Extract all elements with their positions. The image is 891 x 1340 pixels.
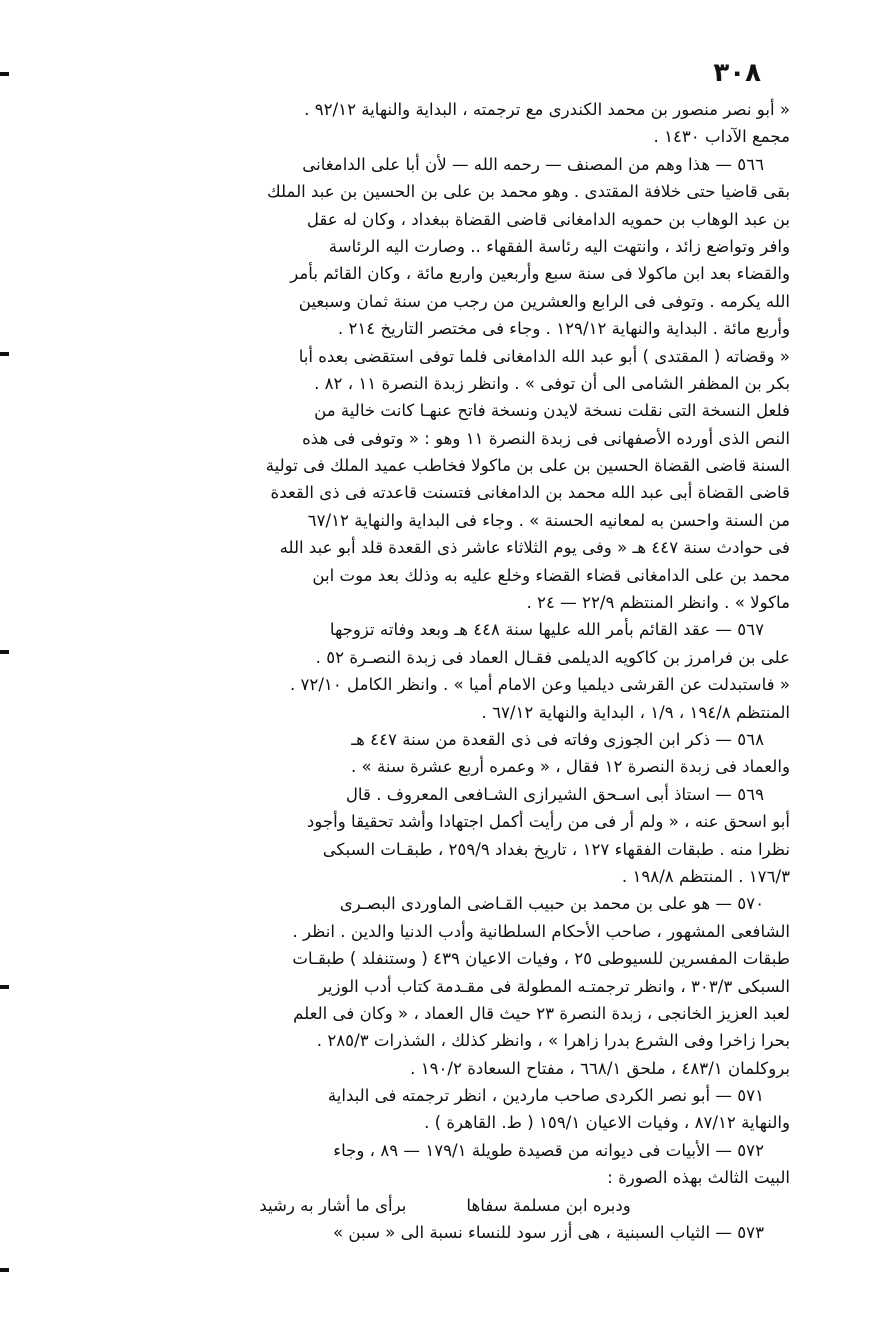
text-line: بروكلمان ٤٨٣/١ ، ملحق ٦٦٨/١ ، مفتاح السعادة ١٩٠/٢ .	[410, 1058, 790, 1078]
text-line: الله يكرمه . وتوفى فى الرابع والعشرين من رجب من سنة ثمان وسبعين	[298, 291, 790, 311]
margin-mark	[0, 1268, 9, 1272]
text-line: والقضاء بعد ابن ماكولا فى سنة سبع وأربعين واربع مائة ، وكان القائم بأمر	[290, 264, 790, 284]
text-line: على بن فرامرز بن كاكويه الديلمى فقـال العماد فى زبدة النصـرة ٥٢ .	[315, 647, 790, 667]
text-line: ماكولا » . وانظر المنتظم ٢٢/٩ — ٢٤ .	[526, 593, 790, 613]
note-566-start: ٥٦٦ — هذا وهم من المصنف — رحمه الله — لأن أبا على الدامغانى	[302, 154, 764, 174]
footnotes-text	[100, 96, 790, 1246]
page-number: ٣٠٨	[713, 58, 761, 88]
text-line: من السنة واحسن به لمعانيه الحسنة » . وجاء فى البداية والنهاية ٦٧/١٢	[307, 510, 790, 530]
text-line: الشافعى المشهور ، صاحب الأحكام السلطانية وأدب الدنيا والدين . انظر .	[292, 921, 790, 941]
margin-mark	[0, 352, 9, 356]
text-line: بكر بن المظفر الشامى الى أن توفى » . وانظر زبدة النصرة ١١ ، ٨٢ .	[314, 373, 790, 393]
text-line: أبو اسحق عنه ، « ولم أر فى من رأيت أكمل اجتهادا وأشد تحقيقا وأجود	[306, 812, 790, 832]
text-line: طبقات المفسرين للسيوطى ٢٥ ، وفيات الاعيان ٤٣٩ ( وستنفلد ) طبقـات	[292, 949, 790, 969]
note-572-start: ٥٧٢ — الأبيات فى ديوانه من قصيدة طويلة ١٧٩/١ — ٨٩ ، وجاء	[333, 1140, 764, 1160]
note-569-start: ٥٦٩ — استاذ أبى اسـحق الشيرازى الشـافعى المعروف . قال	[345, 784, 764, 804]
verse-line	[100, 1192, 790, 1219]
text-line: المنتظم ١٩٤/٨ ، ١/٩ ، البداية والنهاية ٦٧/١٢ .	[481, 702, 790, 722]
note-570-start: ٥٧٠ — هو على بن محمد بن حبيب القـاضى الماوردى البصـرى	[339, 894, 764, 914]
text-line: والنهاية ٨٧/١٢ ، وفيات الاعيان ١٥٩/١ ( ط. القاهرة ) .	[424, 1113, 790, 1133]
text-line: مجمع الآداب ١٤٣٠ .	[653, 127, 790, 147]
text-line: « وقضاته ( المقتدى ) أبو عبد الله الدامغانى فلما توفى استقضى بعده أبا	[298, 346, 790, 366]
text-line: بن عبد الوهاب بن حمويه الدامغانى قاضى القضاة ببغداد ، وكان له عقل	[306, 209, 790, 229]
verse-second-hemistich: برأى ما أشار به رشيد	[259, 1195, 407, 1215]
text-line: وافر وتواضع زائد ، وانتهت اليه رئاسة الفقهاء .. وصارت اليه الرئاسة	[328, 236, 790, 256]
text-line: « أبو نصر منصور بن محمد الكندرى مع ترجمته ، البداية والنهاية ٩٢/١٢ .	[304, 100, 790, 119]
text-line: البيت الثالث بهذه الصورة :	[607, 1168, 790, 1188]
note-573-start: ٥٧٣ — الثياب السبنية ، هى أزر سود للنساء نسبة الى « سبن »	[333, 1223, 764, 1243]
text-line: السبكى ٣٠٣/٣ ، وانظر ترجمتـه المطولة فى مقـدمة كتاب أدب الوزير	[318, 976, 790, 996]
text-line: قاضى القضاة أبى عبد الله محمد بن الدامغانى فتسنت قاعدته فى ذى القعدة	[270, 483, 790, 503]
text-line: بقى قاضيا حتى خلافة المقتدى . وهو محمد بن على بن الحسين بن عبد الملك	[267, 182, 790, 202]
text-line: فلعل النسخة التى نقلت نسخة لايدن ونسخة فاتح عنهـا كانت خالية من	[314, 401, 790, 421]
text-line: السنة قاضى القضاة الحسين بن على بن ماكولا فخاطب عميد الملك فى تولية	[265, 456, 790, 476]
text-line: النص الذى أورده الأصفهانى فى زبدة النصرة ١١ وهو : « وتوفى فى هذه	[302, 428, 790, 448]
note-567-start: ٥٦٧ — عقد القائم بأمر الله عليها سنة ٤٤٨ هـ وبعد وفاته تزوجها	[329, 620, 764, 640]
text-line: نظرا منه . طبقات الفقهاء ١٢٧ ، تاريخ بغداد ٢٥٩/٩ ، طبقـات السبكى	[322, 839, 790, 859]
text-line: والعماد فى زبدة النصرة ١٢ فقال ، « وعمره أربع عشرة سنة » .	[350, 757, 790, 777]
text-line: بحرا زاخرا وفى الشرع بدرا زاهرا » ، وانظر كذلك ، الشذرات ٢٨٥/٣ .	[316, 1031, 790, 1051]
margin-mark	[0, 985, 9, 989]
text-line: ١٧٦/٣ . المنتظم ١٩٨/٨ .	[621, 866, 790, 886]
note-568-start: ٥٦٨ — ذكر ابن الجوزى وفاته فى ذى القعدة من سنة ٤٤٧ هـ	[351, 729, 764, 749]
verse-first-hemistich: ودبره ابن مسلمة سفاها	[466, 1195, 631, 1215]
text-line: وأربع مائة . البداية والنهاية ١٢٩/١٢ . وجاء فى مختصر التاريخ ٢١٤ .	[337, 319, 790, 339]
text-line: « فاستبدلت عن القرشى ديلميا وعن الامام أميا » . وانظر الكامل ٧٢/١٠ .	[289, 675, 790, 695]
margin-mark	[0, 72, 9, 76]
note-571-start: ٥٧١ — أبو نصر الكردى صاحب ماردين ، انظر ترجمته فى البداية	[327, 1086, 764, 1106]
margin-mark	[0, 650, 9, 654]
text-line: محمد بن على الدامغانى قضاء القضاء وخلع عليه به وذلك بعد موت ابن	[312, 565, 790, 585]
text-line: فى حوادث سنة ٤٤٧ هـ « وفى يوم الثلاثاء عاشر ذى القعدة قلد أبو عبد الله	[279, 538, 790, 558]
text-line: لعبد العزيز الخانجى ، زبدة النصرة ٢٣ حيث قال العماد ، « وكان فى العلم	[293, 1003, 790, 1023]
